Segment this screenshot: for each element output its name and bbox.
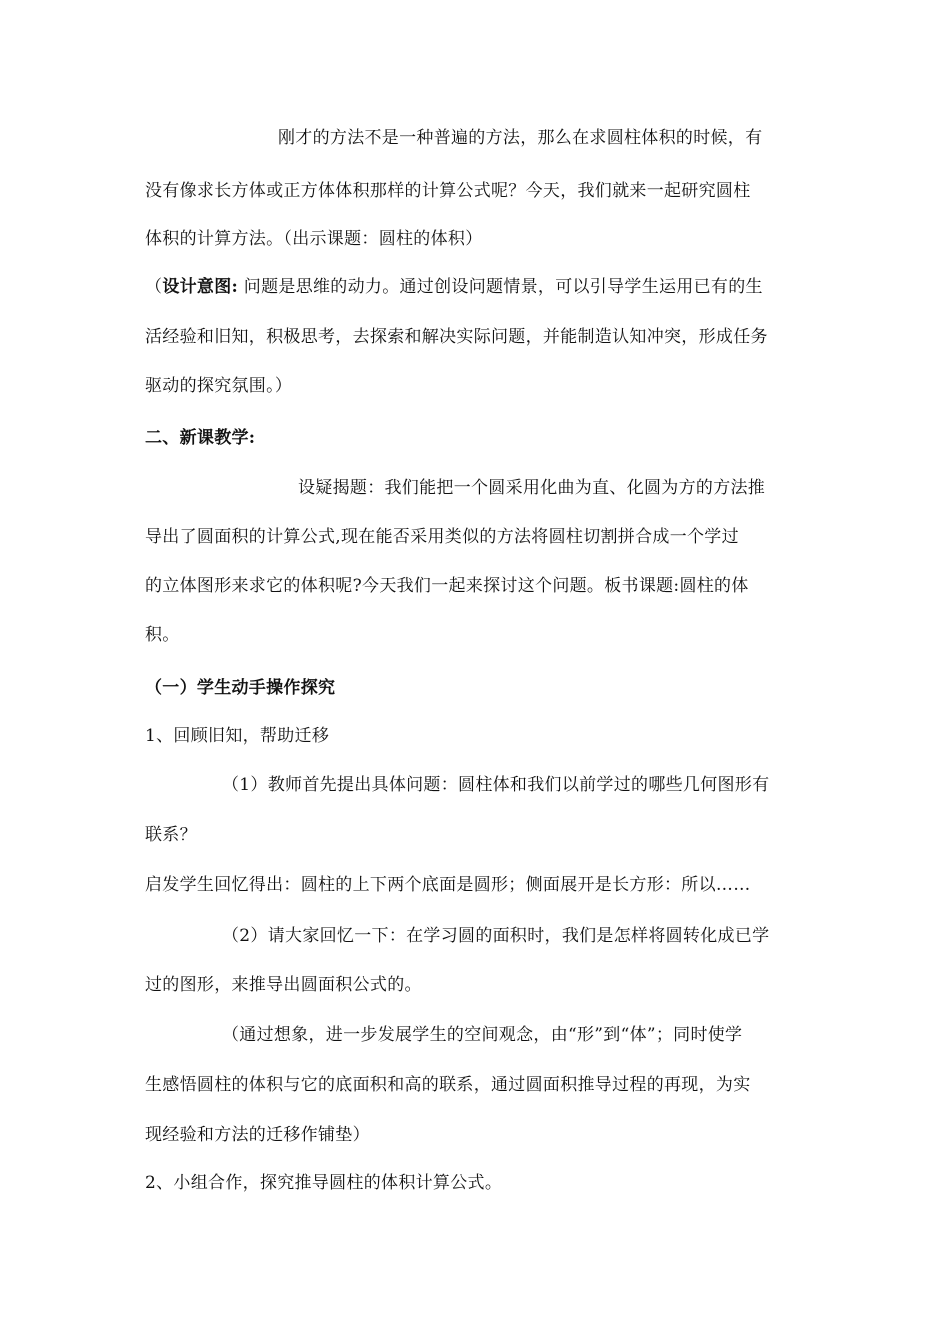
subsection-heading: （一）学生动手操作探究 [145,678,336,698]
list-item: 2、小组合作，探究推导圆柱的体积计算公式。 [145,1173,503,1193]
paragraph-line: 现经验和方法的迁移作铺垫） [145,1125,370,1145]
paragraph-line: （1）教师首先提出具体问题：圆柱体和我们以前学过的哪些几何图形有 [222,775,770,795]
list-item: 1、回顾旧知，帮助迁移 [145,726,330,746]
paragraph-line: 没有像求长方体或正方体体积那样的计算公式呢？今天，我们就来一起研究圆柱 [145,181,751,201]
design-intent-line [145,275,763,299]
paragraph-line: 生感悟圆柱的体积与它的底面积和高的联系，通过圆面积推导过程的再现，为实 [145,1075,751,1095]
paragraph-line: 体积的计算方法。（出示课题：圆柱的体积） [145,229,483,249]
paragraph-line: 导出了圆面积的计算公式,现在能否采用类似的方法将圆柱切割拼合成一个学过 [145,527,739,547]
paragraph-line: 积。 [145,625,180,645]
design-intent-text: 问题是思维的动力。通过创设问题情景，可以引导学生运用已有的生 [238,277,763,297]
paragraph-line: （通过想象，进一步发展学生的空间观念，由“形”到“体”；同时使学 [222,1025,743,1045]
paragraph-line: 过的图形，来推导出圆面积公式的。 [145,975,422,995]
open-paren: （ [145,277,163,297]
paragraph-line: （2）请大家回忆一下：在学习圆的面积时，我们是怎样将圆转化成已学 [222,926,770,946]
paragraph-line: 启发学生回忆得出：圆柱的上下两个底面是圆形；侧面展开是长方形：所以…… [145,875,751,895]
design-intent-label: 设计意图: [162,277,239,297]
paragraph-line: 联系？ [145,825,197,845]
section-heading: 二、新课教学: [145,428,256,448]
paragraph-line: 活经验和旧知，积极思考，去探索和解决实际问题，并能制造认知冲突，形成任务 [145,327,768,347]
paragraph-line: 驱动的探究氛围。） [145,376,293,396]
paragraph-line: 的立体图形来求它的体积呢?今天我们一起来探讨这个问题。板书课题:圆柱的体 [145,576,749,596]
paragraph-line: 刚才的方法不是一种普遍的方法，那么在求圆柱体积的时候，有 [278,128,763,148]
paragraph-line: 设疑揭题：我们能把一个圆采用化曲为直、化圆为方的方法推 [298,478,766,498]
